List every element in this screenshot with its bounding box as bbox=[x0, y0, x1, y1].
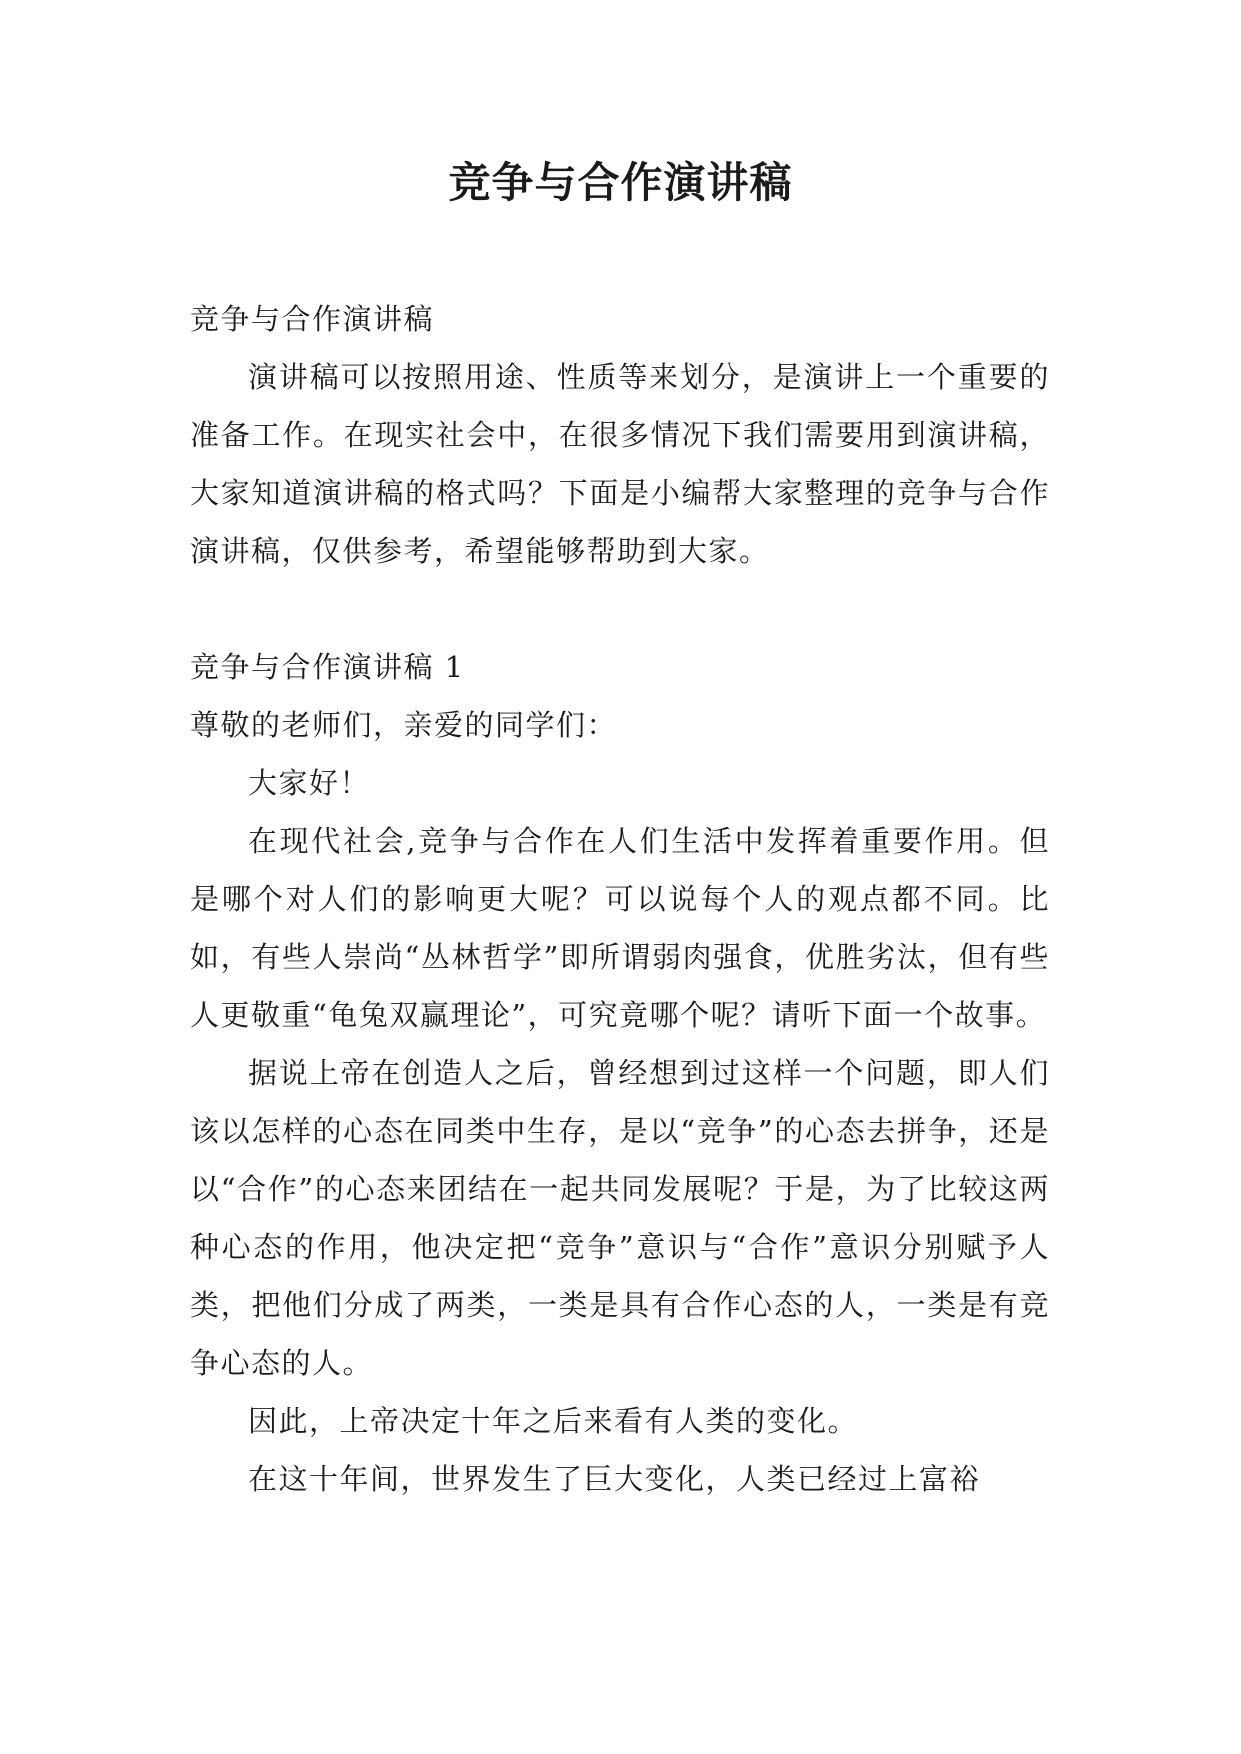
document-heading: 竞争与合作演讲稿 bbox=[190, 302, 435, 336]
body-paragraph: 在现代社会,竞争与合作在人们生活中发挥着重要作用。但是哪个对人们的影响更大呢？可以说每个人的观点都不同。比如，有些人崇尚“丛林哲学”即所谓弱肉强食，优胜劣汰，但有些人更敬重“龟兔双赢理论”，可究竟哪个呢？请听下面一个故事。 bbox=[190, 824, 1050, 1032]
salutation: 尊敬的老师们，亲爱的同学们： bbox=[190, 708, 618, 742]
body-paragraph: 因此，上帝决定十年之后来看有人类的变化。 bbox=[248, 1404, 859, 1438]
section-spacer bbox=[190, 580, 1050, 638]
intro-paragraph: 演讲稿可以按照用途、性质等来划分，是演讲上一个重要的准备工作。在现实社会中，在很多情况下我们需要用到演讲稿，大家知道演讲稿的格式吗？下面是小编帮大家整理的竞争与合作演讲稿，仅供参考，希望能够帮助到大家。 bbox=[190, 360, 1050, 568]
document-body bbox=[190, 290, 1050, 1508]
body-paragraph: 据说上帝在创造人之后，曾经想到过这样一个问题，即人们该以怎样的心态在同类中生存，是以“竞争”的心态去拼争，还是以“合作”的心态来团结在一起共同发展呢？于是，为了比较这两种心态的作用，他决定把“竞争”意识与“合作”意识分别赋予人类，把他们分成了两类，一类是具有合作心态的人，一类是有竞争心态的人。 bbox=[190, 1056, 1050, 1380]
document-title: 竞争与合作演讲稿 bbox=[448, 158, 793, 207]
section-heading: 竞争与合作演讲稿 1 bbox=[190, 650, 465, 684]
body-paragraph: 在这十年间，世界发生了巨大变化，人类已经过上富裕 bbox=[248, 1462, 981, 1496]
greeting: 大家好！ bbox=[248, 766, 371, 800]
